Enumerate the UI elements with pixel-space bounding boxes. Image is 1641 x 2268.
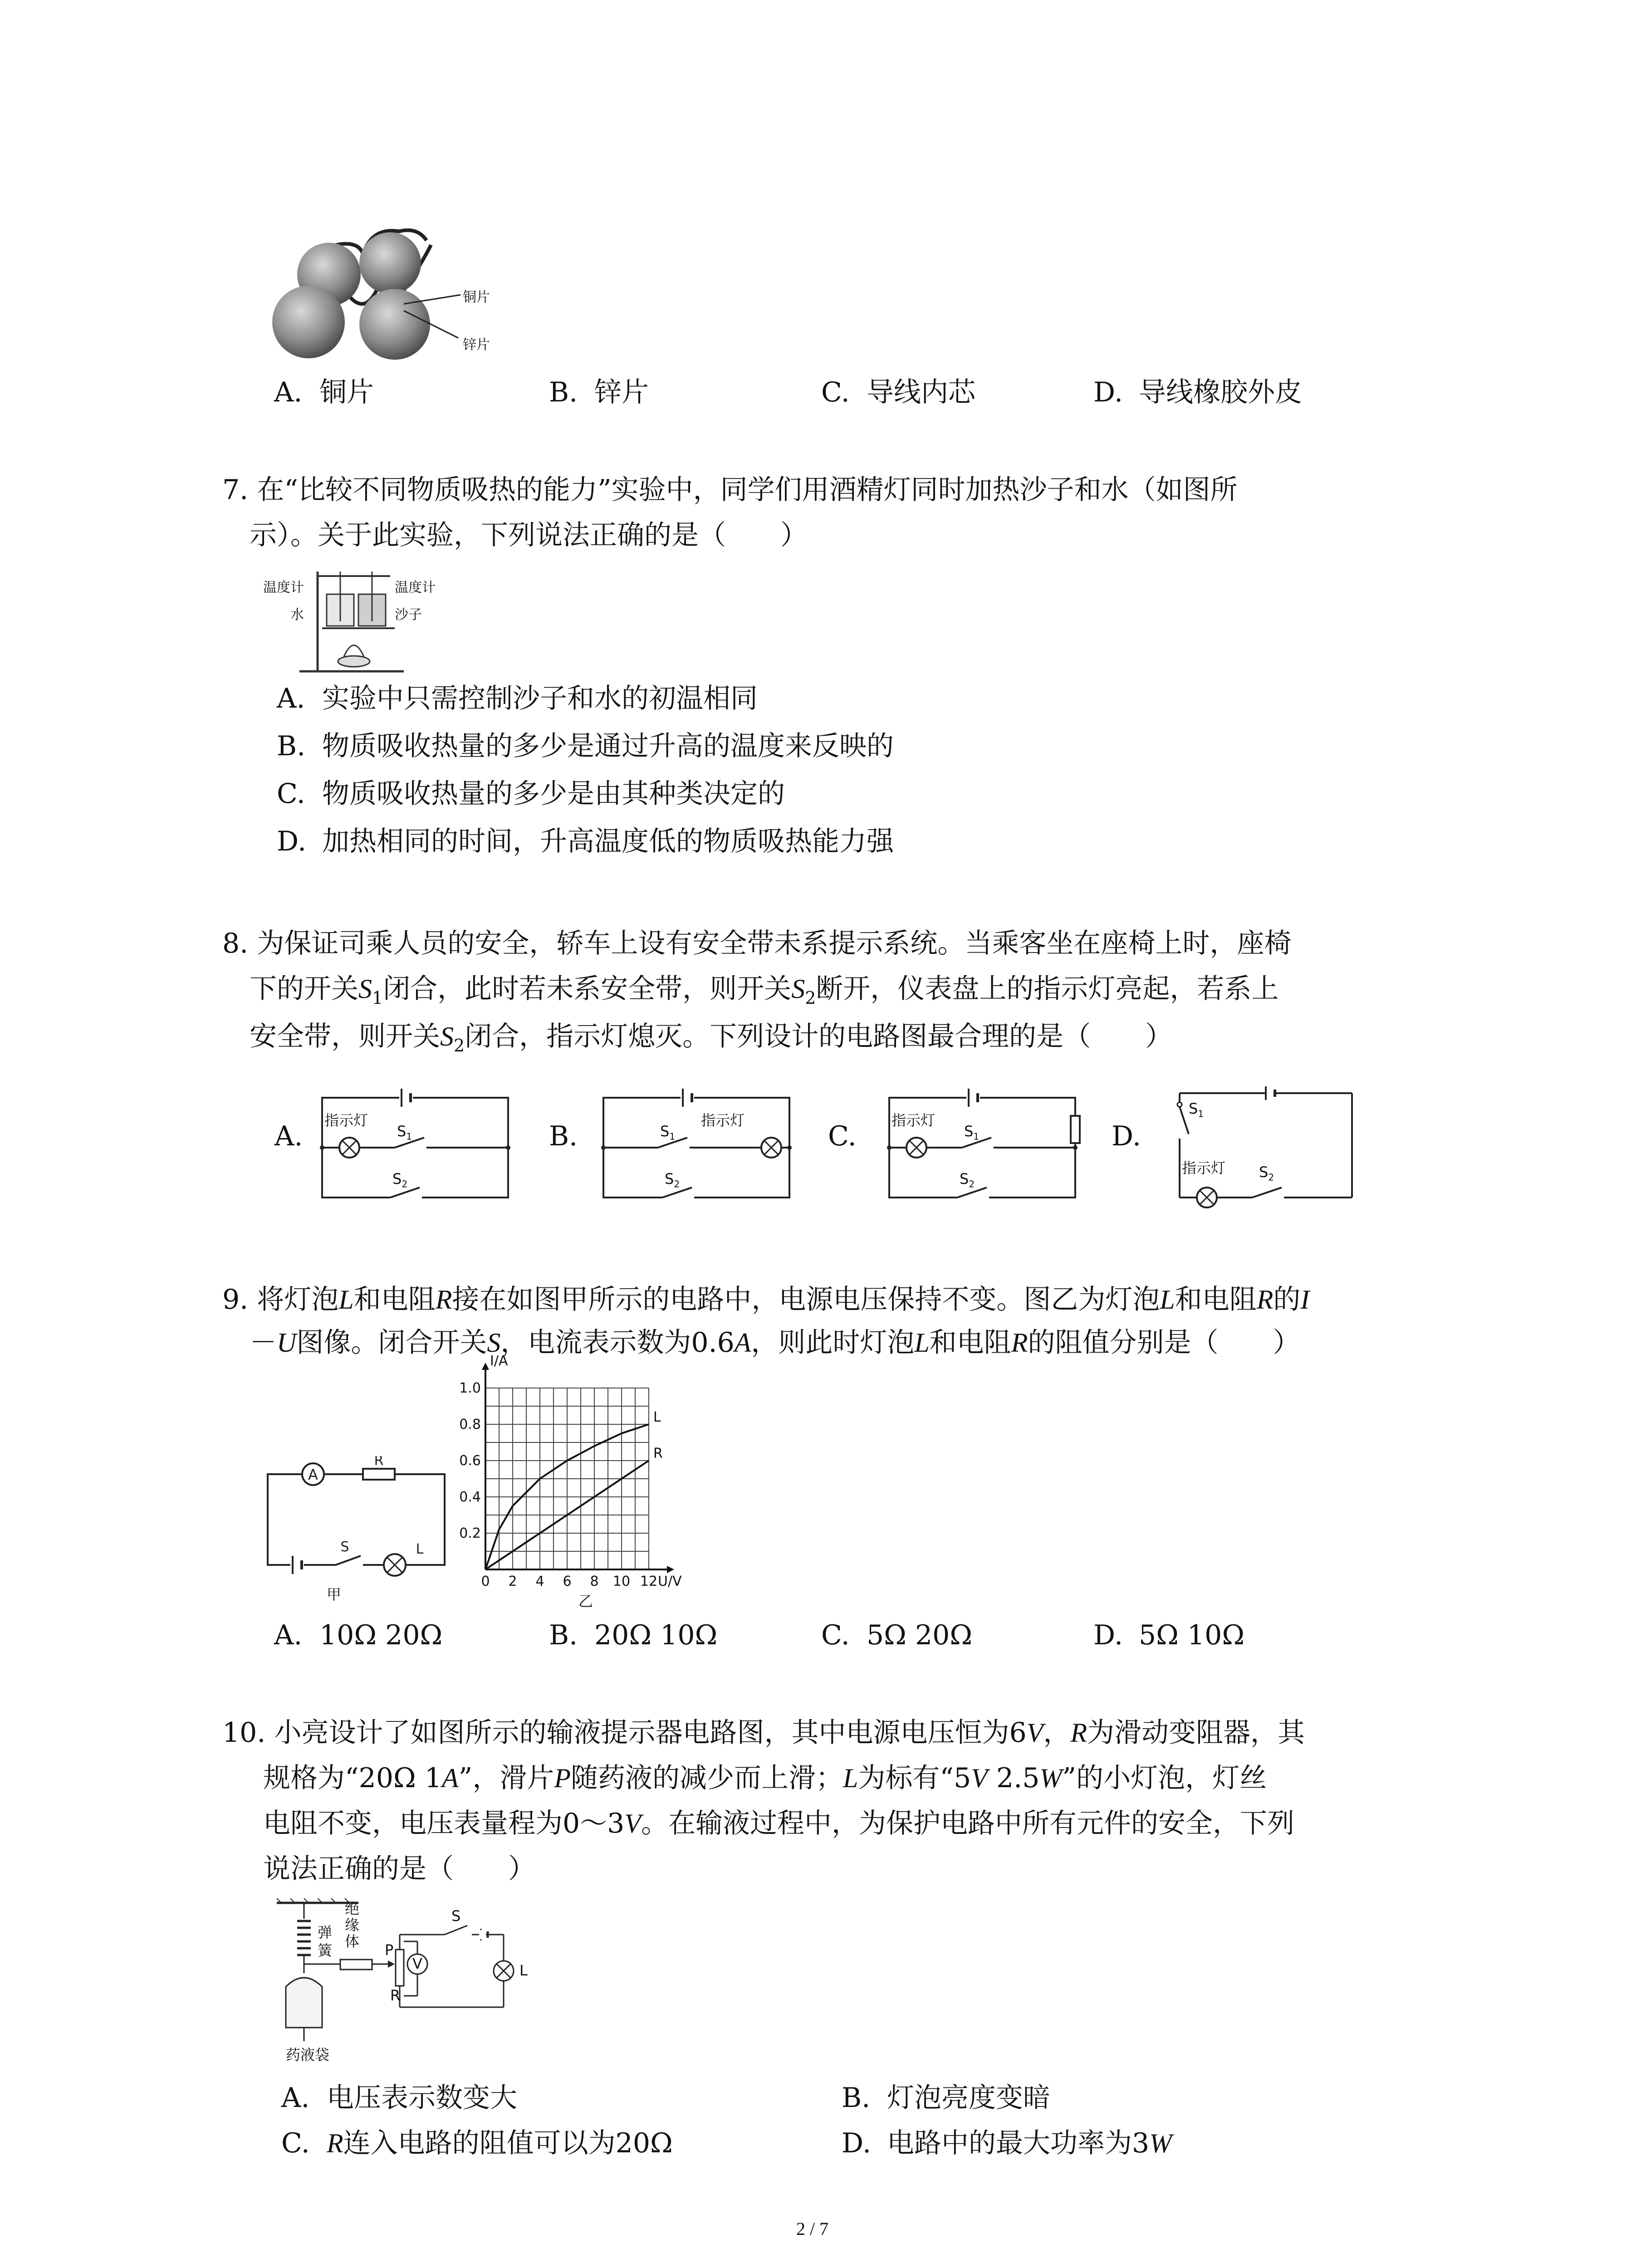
page-number: 2 / 7 xyxy=(796,2219,829,2239)
q8-circuit-c[interactable] xyxy=(885,1080,1084,1211)
switch-s1-label: $S_1$ xyxy=(660,1123,676,1142)
y-axis-label: I/A xyxy=(490,1353,508,1369)
figure-yi-caption: 乙 xyxy=(578,1593,593,1610)
q10-line2: 规格为“20Ω 1A”，滑片P随药液的减少而上滑；L为标有“5V 2.5W”的小灯泡，灯丝 xyxy=(263,1762,1267,1794)
q10-option-b[interactable]: B. 灯泡亮度变暗 xyxy=(842,2082,1050,2114)
q9-option-b[interactable]: B. 20Ω 10Ω xyxy=(549,1619,718,1651)
q9-circuit-jia xyxy=(263,1456,454,1606)
x-tick-label: 8 xyxy=(590,1574,599,1589)
q10-option-d[interactable]: D. 电路中的最大功率为3W xyxy=(842,2127,1172,2159)
x-axis-arrow xyxy=(667,1566,674,1573)
q10-line4: 说法正确的是（ ） xyxy=(263,1853,535,1885)
y-tick-label: 0.6 xyxy=(459,1453,481,1469)
y-tick-label: 1.0 xyxy=(459,1380,481,1396)
q10-line3: 电阻不变，电压表量程为0～3V。在输液过程中，为保护电路中所有元件的安全，下列 xyxy=(263,1808,1295,1839)
x-tick-label: 10 xyxy=(612,1574,631,1589)
q8-option-c-label[interactable]: C. xyxy=(828,1120,857,1152)
thermometer-right-label: 温度计 xyxy=(395,580,436,596)
switch-s2-label: $S_2$ xyxy=(392,1170,408,1190)
zinc-label: 锌片 xyxy=(463,337,490,353)
thermometer-left-label: 温度计 xyxy=(263,580,304,596)
switch-s1-label: $S_1$ xyxy=(1189,1100,1204,1119)
rheostat-r-label: R xyxy=(390,1987,401,2004)
series-label-R: R xyxy=(653,1446,663,1461)
q7-option-a[interactable]: A. 实验中只需控制沙子和水的初温相同 xyxy=(277,683,758,714)
figure-jia-caption: 甲 xyxy=(327,1586,342,1603)
voltmeter-v-label: V xyxy=(412,1955,422,1972)
q8-option-a-label[interactable]: A. xyxy=(274,1120,303,1152)
q8-circuit-a[interactable] xyxy=(318,1080,517,1211)
q7-line2: 示）。关于此实验，下列说法正确的是（ ） xyxy=(250,519,808,551)
lamp-l-label: L xyxy=(519,1962,528,1979)
switch-s2-label: $S_2$ xyxy=(1259,1163,1274,1183)
q9-option-d[interactable]: D. 5Ω 10Ω xyxy=(1093,1619,1245,1651)
q8-option-d-label[interactable]: D. xyxy=(1112,1120,1141,1152)
svg-text:A: A xyxy=(308,1466,318,1483)
q10-option-a[interactable]: A. 电压表示数变大 xyxy=(281,2082,517,2114)
iu-chart xyxy=(449,1352,703,1615)
q7-option-d[interactable]: D. 加热相同的时间，升高温度低的物质吸热能力强 xyxy=(277,826,894,857)
switch-s2-label: $S_2$ xyxy=(960,1170,975,1190)
q8-option-b-label[interactable]: B. xyxy=(549,1120,578,1152)
switch-s1-label: $S_1$ xyxy=(397,1123,412,1142)
water-label: 水 xyxy=(290,607,304,623)
indicator-lamp-label: 指示灯 xyxy=(324,1112,368,1129)
q8-line1: 8. 为保证司乘人员的安全，轿车上设有安全带未系提示系统。当乘客坐在座椅上时，座椅 xyxy=(222,928,1292,959)
q9-option-c[interactable]: C. 5Ω 20Ω xyxy=(821,1619,973,1651)
heating-experiment-figure xyxy=(263,562,463,676)
q8-circuit-d[interactable] xyxy=(1161,1075,1357,1211)
iv-bag-label: 药液袋 xyxy=(286,2046,330,2063)
y-tick-label: 0.8 xyxy=(459,1417,481,1432)
svg-text:S: S xyxy=(340,1539,349,1555)
q9-line1: 9. 将灯泡L和电阻R接在如图甲所示的电路中，电源电压保持不变。图乙为灯泡L和电阻R的I xyxy=(222,1284,1310,1315)
q7-line1: 7. 在“比较不同物质吸热的能力”实验中，同学们用酒精灯同时加热沙子和水（如图所 xyxy=(222,474,1238,506)
insulator-label: 绝缘体 xyxy=(345,1900,360,1950)
switch-s-label: S xyxy=(451,1907,461,1925)
q10-option-c[interactable]: C. R连入电路的阻值可以为20Ω xyxy=(281,2127,673,2159)
sand-label: 沙子 xyxy=(395,607,422,623)
q7-option-c[interactable]: C. 物质吸收热量的多少是由其种类决定的 xyxy=(277,778,785,810)
copper-label: 铜片 xyxy=(463,289,490,305)
infusion-alarm-figure xyxy=(268,1896,558,2068)
iu-chart-svg xyxy=(449,1352,703,1615)
y-axis-arrow xyxy=(482,1363,489,1370)
q6-option-d[interactable]: D. 导线橡胶外皮 xyxy=(1093,376,1302,408)
switch-s2-label: $S_2$ xyxy=(665,1170,680,1190)
x-tick-label: 6 xyxy=(563,1574,572,1589)
fruit-battery-figure xyxy=(254,213,526,363)
q10-line1: 10. 小亮设计了如图所示的输液提示器电路图，其中电源电压恒为6V，R为滑动变阻器，其 xyxy=(222,1717,1305,1749)
switch-s1-label: $S_1$ xyxy=(964,1123,980,1142)
indicator-lamp-label: 指示灯 xyxy=(1182,1159,1226,1177)
indicator-lamp-label: 指示灯 xyxy=(892,1112,936,1129)
y-tick-label: 0.4 xyxy=(459,1489,481,1505)
svg-text:L: L xyxy=(416,1541,424,1557)
q9-line2: －U图像。闭合开关S，电流表示数为0.6A，则此时灯泡L和电阻R的阻值分别是（ ） xyxy=(250,1327,1300,1359)
q7-option-b[interactable]: B. 物质吸收热量的多少是通过升高的温度来反映的 xyxy=(277,730,894,762)
slider-p-label: P xyxy=(385,1941,394,1959)
x-tick-label: 4 xyxy=(535,1574,544,1589)
series-label-L: L xyxy=(653,1409,661,1425)
y-tick-label: 0.2 xyxy=(459,1525,481,1541)
spring-label: 弹簧 xyxy=(318,1924,333,1959)
q8-line2: 下的开关$S_1$闭合，此时若未系安全带，则开关$S_2$断开，仪表盘上的指示灯亮起，若系上 xyxy=(250,973,1279,1008)
q6-option-b[interactable]: B. 锌片 xyxy=(549,376,649,408)
q6-option-c[interactable]: C. 导线内芯 xyxy=(821,376,975,408)
q9-option-a[interactable]: A. 10Ω 20Ω xyxy=(274,1619,443,1651)
q8-circuit-b[interactable] xyxy=(599,1080,798,1211)
q8-line3: 安全带，则开关$S_2$闭合，指示灯熄灭。下列设计的电路图最合理的是（ ） xyxy=(250,1021,1173,1056)
x-tick-label: 12 xyxy=(640,1574,658,1589)
indicator-lamp-label: 指示灯 xyxy=(701,1112,745,1129)
svg-text:R: R xyxy=(374,1456,384,1469)
x-tick-label: 2 xyxy=(508,1574,517,1589)
x-tick-label: 0 xyxy=(481,1574,490,1589)
q6-option-a[interactable]: A. 铜片 xyxy=(274,376,374,408)
x-axis-label: U/V xyxy=(658,1574,682,1589)
